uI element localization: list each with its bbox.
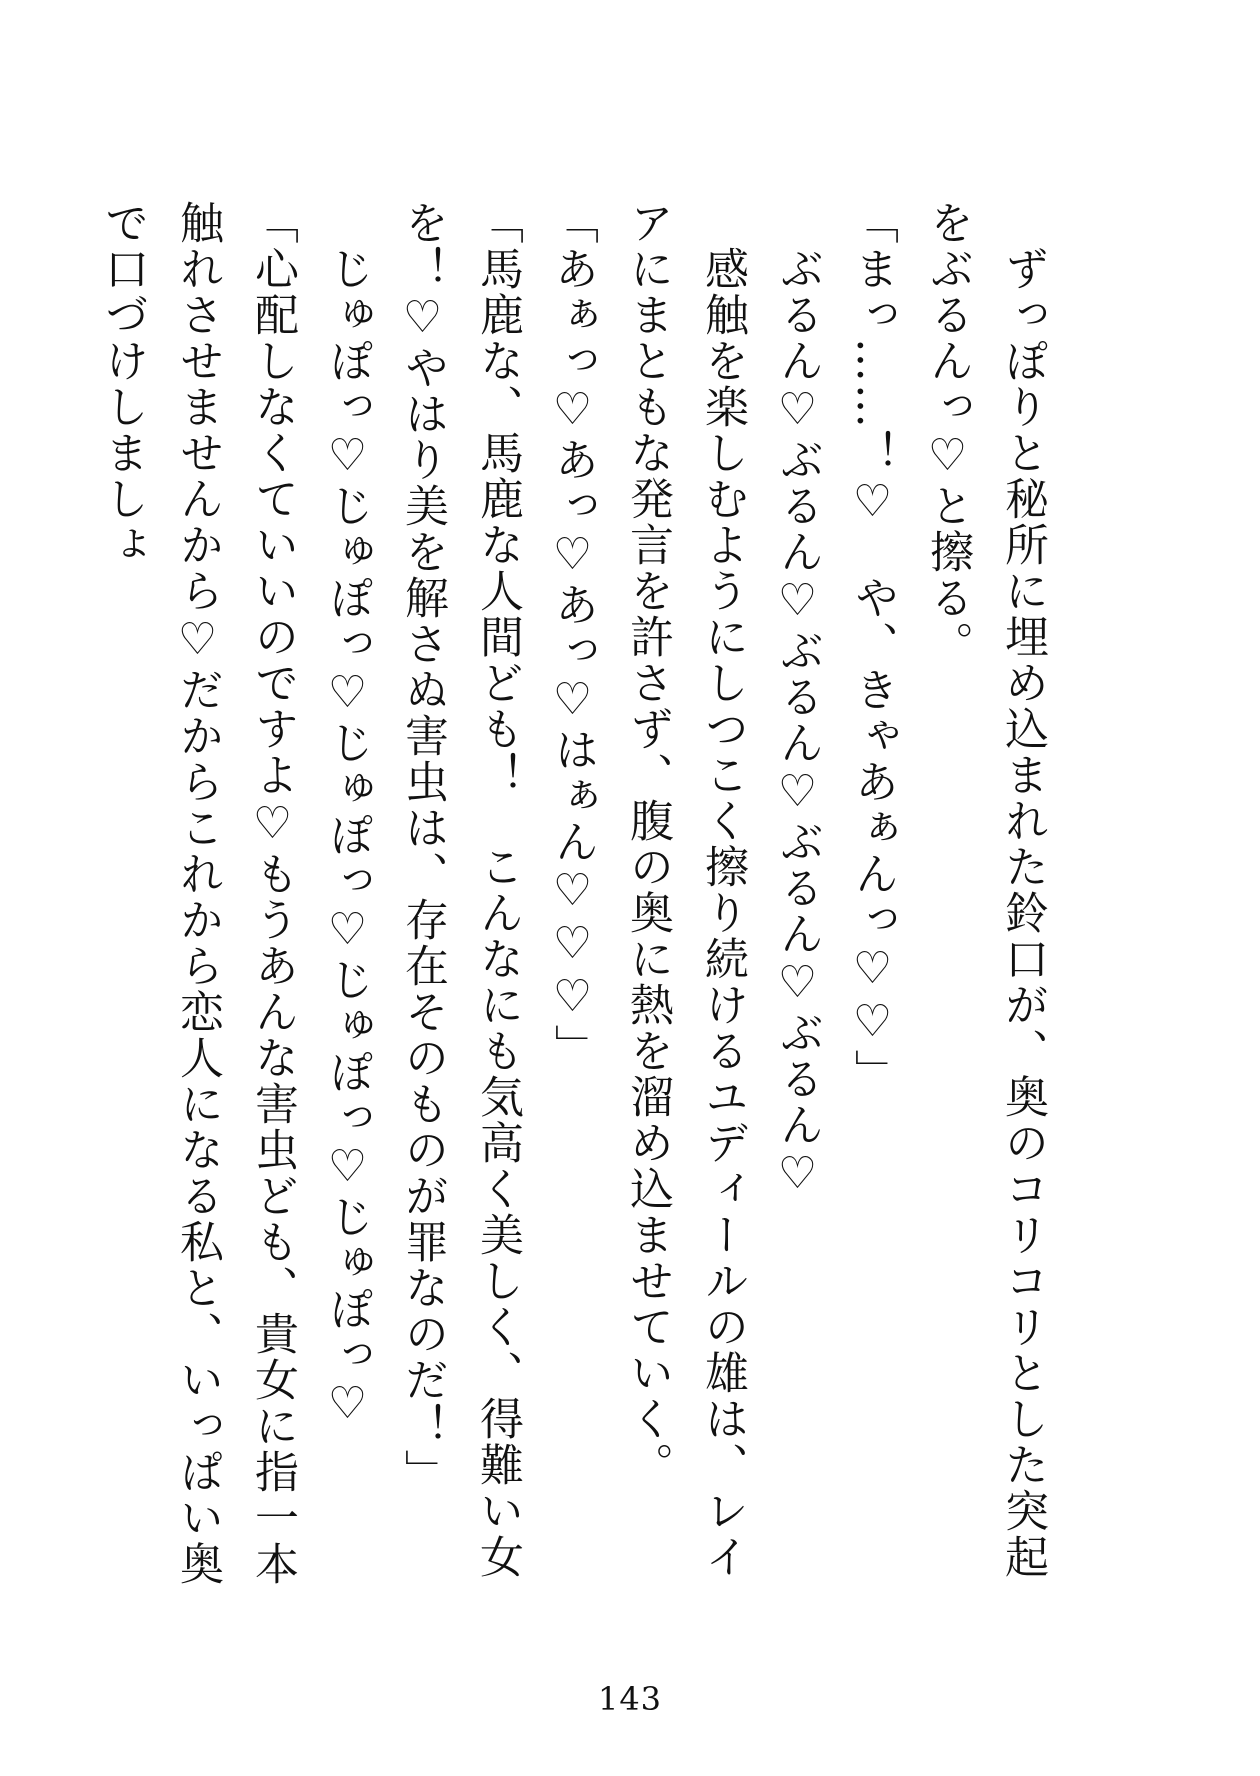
paragraph: 「馬鹿な、馬鹿な人間ども！ こんなにも気高く美しく、得難い女を！♡やはり美を解さぬ害虫は、存在そのものが罪なのだ！」 [397,200,523,1580]
paragraph: ずっぽりと秘所に埋め込まれた鈴口が、奥のコリコリとした突起をぶるんっ♡と擦る。 [922,200,1048,1580]
paragraph: ぶるん♡ぶるん♡ぶるん♡ぶるん♡ぶるん♡ [772,200,823,1201]
vertical-text-body [97,200,1060,1600]
paragraph: 「心配しなくていいのですよ♡もうあんな害虫ども、貴女に指一本触れさせませんから♡だからこれから恋人になる私と、いっぱい奥で口づけしましょ [97,200,298,1587]
paragraph: 感触を楽しむようにしつこく擦り続けるユディールの雄は、レイアにまともな発言を許さず、腹の奥に熱を溜め込ませていく。 [622,200,748,1580]
paragraph: 「まっ……！♡ や、きゃあぁんっ♡♡」 [847,200,898,1095]
paragraph: 「あぁっ♡あっ♡あっ♡はぁん♡♡♡」 [547,200,598,1070]
paragraph: じゅぽっ♡じゅぽっ♡じゅぽっ♡じゅぽっ♡じゅぽっ♡ [322,200,373,1431]
page-number: 143 [597,1680,663,1718]
